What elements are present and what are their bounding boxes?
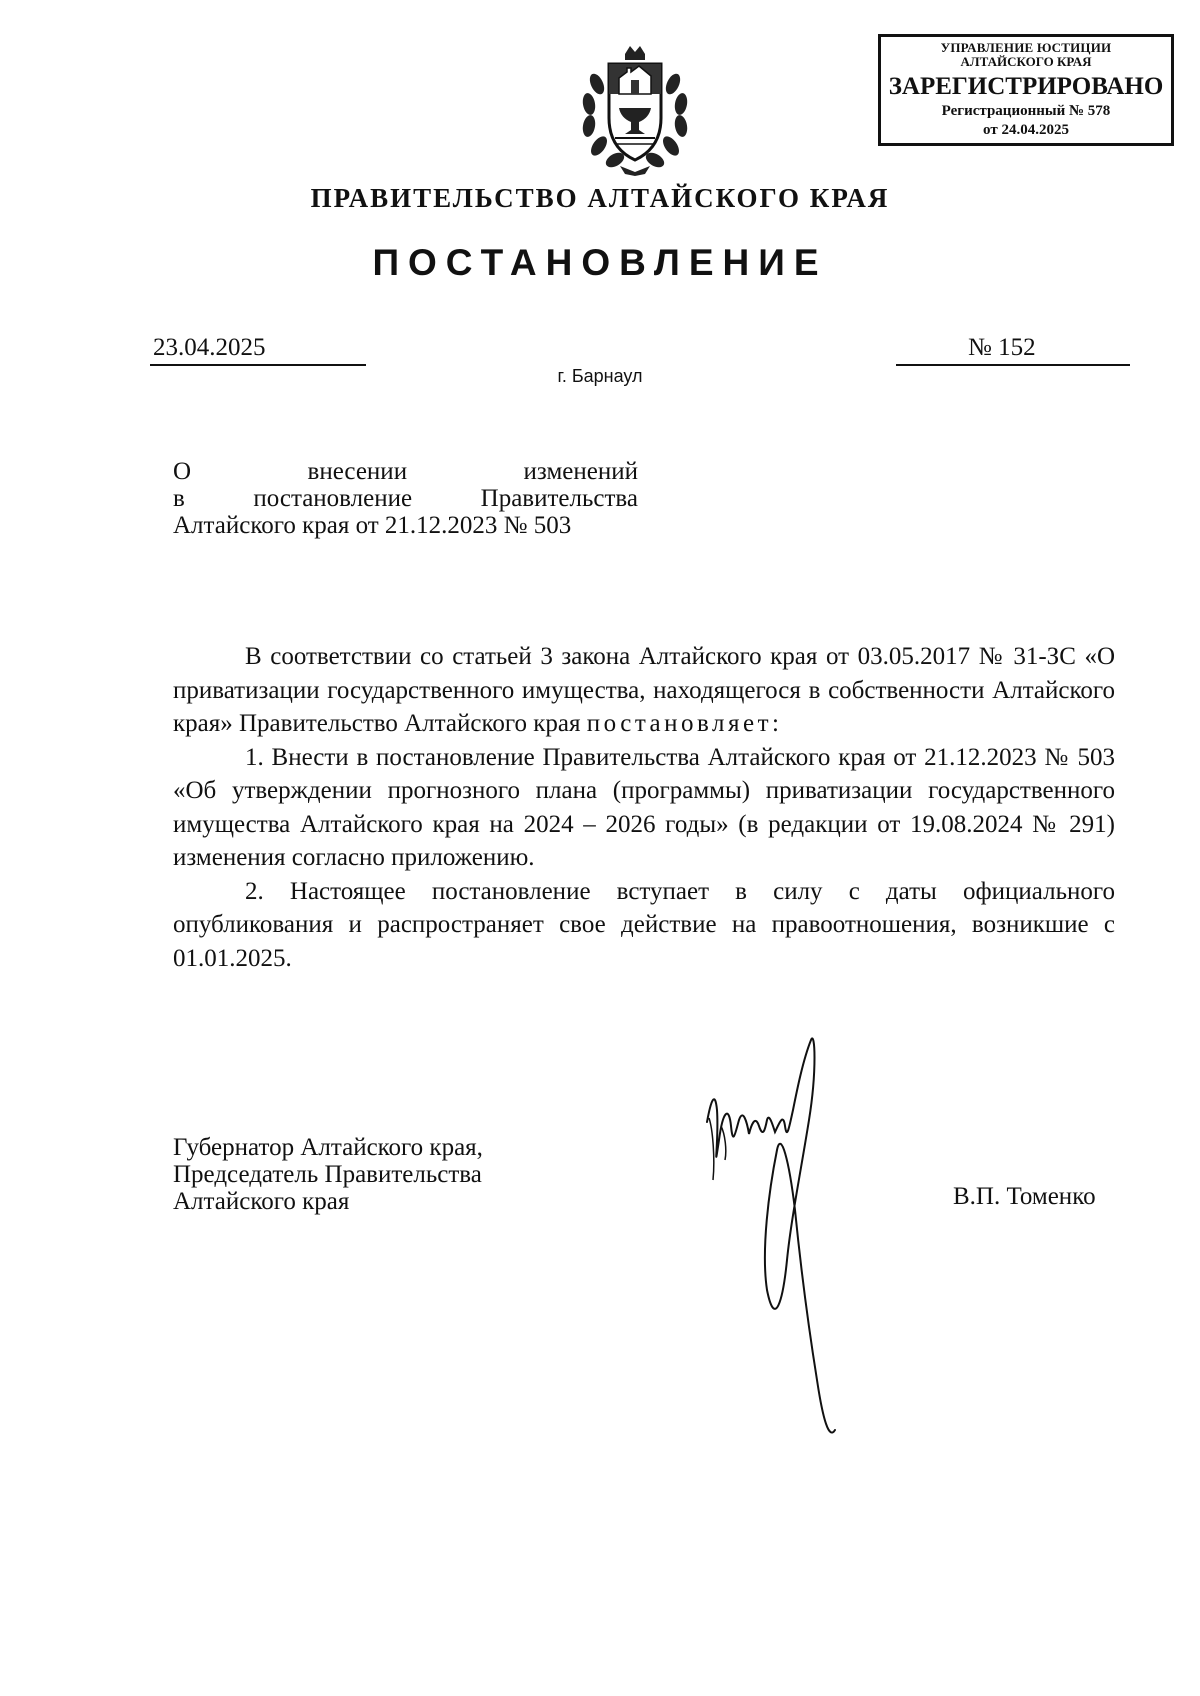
stamp-reg-date: от 24.04.2025 — [983, 122, 1069, 138]
subject-word: внесении — [307, 458, 408, 485]
resolves-word: постановляет: — [586, 710, 783, 737]
body-preamble — [173, 640, 1115, 741]
document-number: № 152 — [968, 334, 1036, 361]
signature-icon — [705, 1030, 865, 1440]
stamp-line-1: УПРАВЛЕНИЕ ЮСТИЦИИ — [940, 40, 1112, 55]
document-date: 23.04.2025 — [153, 334, 266, 361]
document-subject — [173, 458, 638, 539]
subject-line-2 — [173, 485, 638, 512]
stamp-title: ЗАРЕГИСТРИРОВАНО — [888, 73, 1164, 100]
body-item-2: 2. Настоящее постановление вступает в силу с даты официального опубликования и распространяет свое действие на правоотношения, возникшие с 01.01.2025. — [173, 877, 1115, 972]
signer-name: В.П. Томенко — [953, 1183, 1096, 1210]
signer-position-line: Председатель Правительства — [173, 1161, 482, 1188]
subject-word: постановление — [253, 485, 413, 512]
government-name: ПРАВИТЕЛЬСТВО АЛТАЙСКОГО КРАЯ — [310, 183, 890, 213]
signer-position — [173, 1134, 483, 1215]
subject-word: изменений — [523, 458, 638, 485]
stamp-reg-number: Регистрационный № 578 — [941, 103, 1111, 119]
registration-stamp — [878, 34, 1174, 146]
document-type: ПОСТАНОВЛЕНИЕ — [372, 242, 828, 283]
document-body — [173, 640, 1115, 975]
subject-word: Правительства — [480, 485, 638, 512]
subject-line-3: Алтайского края от 21.12.2023 № 503 — [173, 512, 572, 539]
document-city: г. Барнаул — [557, 366, 643, 386]
subject-line-1 — [173, 458, 638, 485]
signer-position-line: Алтайского края — [173, 1188, 350, 1215]
subject-word: О — [173, 458, 192, 485]
subject-word: в — [173, 485, 185, 512]
preamble-text: В соответствии со статьей 3 закона Алтайского края от 03.05.2017 № 31-ЗС «О приватизации государственного имущества, находящегося в собственности Алтайского края» Правительство Алтайского края — [173, 643, 1115, 737]
body-item-1: 1. Внести в постановление Правительства Алтайского края от 21.12.2023 № 503 «Об утверждении прогнозного плана (программы) приватизации государственного имущества Алтайского края на 2024 – 2026 годы» (в редакции от 19.08.2024 № 291) изменения согласно приложению. — [173, 743, 1115, 871]
signer-position-line: Губернатор Алтайского края, — [173, 1134, 483, 1161]
stamp-line-2: АЛТАЙСКОГО КРАЯ — [960, 54, 1092, 69]
coat-of-arms-icon — [575, 44, 695, 176]
